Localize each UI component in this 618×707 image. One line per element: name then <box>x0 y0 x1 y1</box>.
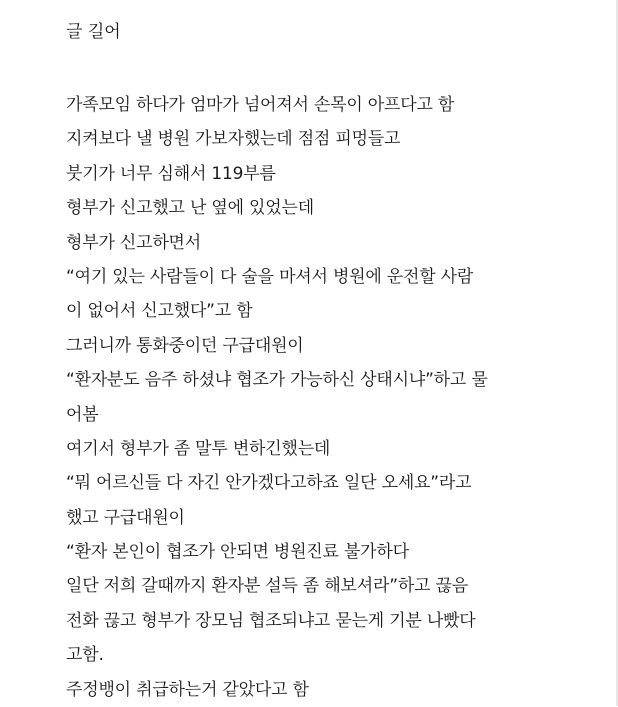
post-title: 글 길어 <box>66 22 121 42</box>
text-line: “뭐 어르신들 다 자긴 안가겠다고하죠 일단 오세요”라고 <box>66 473 472 494</box>
text-line: 붓기가 너무 심해서 119부름 <box>66 163 276 184</box>
text-line: “환자분도 음주 하셨냐 협조가 가능하신 상태시냐”하고 물 <box>66 370 488 391</box>
text-line: 했고 구급대원이 <box>66 507 185 528</box>
text-line: 지켜보다 낼 병원 가보자했는데 점점 피멍들고 <box>66 129 401 150</box>
text-line: 이 없어서 신고했다”고 함 <box>66 301 253 322</box>
text-line: 전화 끊고 형부가 장모님 협조되냐고 묻는게 기분 나빴다 <box>66 610 476 631</box>
text-line: “환자 본인이 협조가 안되면 병원진료 불가하다 <box>66 542 409 563</box>
text-line: 형부가 신고하면서 <box>66 232 201 253</box>
post-body <box>66 88 606 707</box>
text-line: “여기 있는 사람들이 다 술을 마셔서 병원에 운전할 사람 <box>66 266 474 287</box>
text-line: 가족모임 하다가 엄마가 넘어져서 손목이 아프다고 함 <box>66 95 455 115</box>
text-line: 그러니까 통화중이던 구급대원이 <box>66 335 304 356</box>
text-line: 고함. <box>66 645 104 666</box>
text-line: 어봄 <box>66 404 99 425</box>
text-line: 형부가 신고했고 난 옆에 있었는데 <box>66 198 314 219</box>
text-line: 일단 저희 갈때까지 환자분 설득 좀 해보셔라”하고 끊음 <box>66 576 468 597</box>
text-line: 주정뱅이 취급하는거 같았다고 함 <box>66 679 309 700</box>
text-line: 여기서 형부가 좀 말투 변하긴했는데 <box>66 438 331 459</box>
